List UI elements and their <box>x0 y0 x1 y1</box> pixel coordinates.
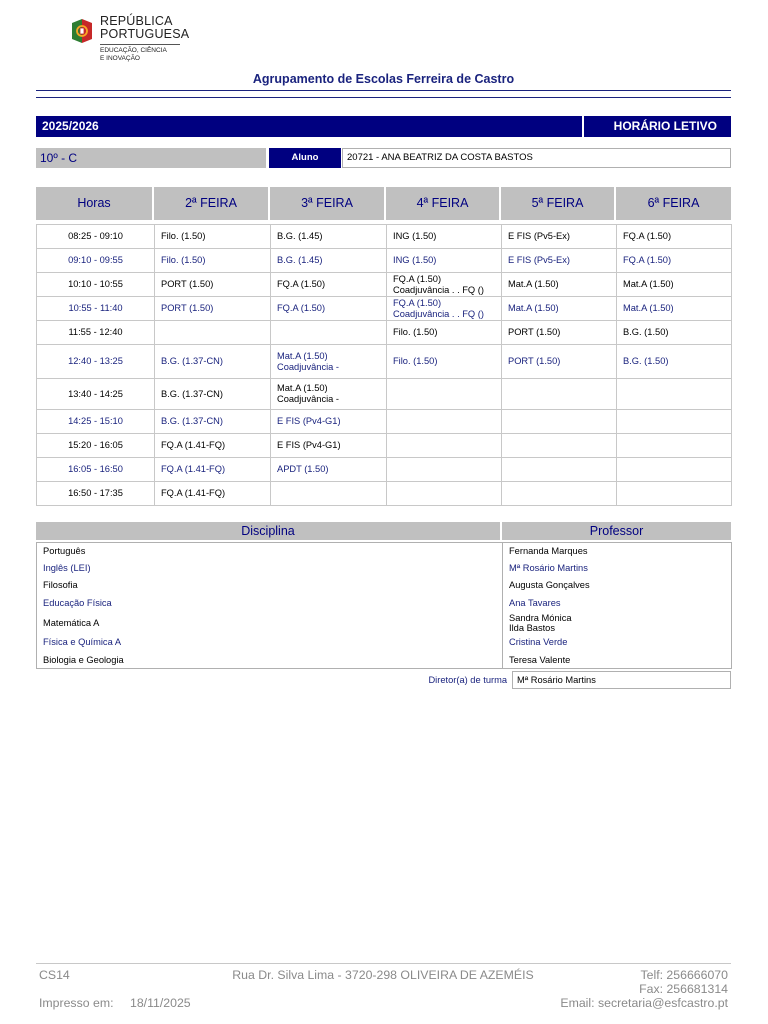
time-slot: 16:05 - 16:50 <box>37 458 155 482</box>
class-entry: B.G. (1.37-CN) <box>161 416 223 426</box>
schedule-cell <box>271 482 387 506</box>
schedule-row <box>37 458 732 482</box>
subject-name: Inglês (LEI) <box>43 562 91 573</box>
schedule-cell <box>271 249 387 273</box>
teacher-name: Sandra Mónica <box>509 612 572 623</box>
class-entry: FQ.A (1.50) <box>277 303 326 313</box>
schedule-row <box>37 482 732 506</box>
schedule-row <box>37 273 732 297</box>
schedule-cell <box>387 458 502 482</box>
logo-line-3: EDUCAÇÃO, CIÊNCIA <box>100 47 167 54</box>
schedule-cell <box>155 482 271 506</box>
schedule-cell <box>155 297 271 321</box>
class-entry: E FIS (Pv5-Ex) <box>508 231 570 241</box>
class-director-label: Diretor(a) de turma <box>428 675 507 685</box>
class-entry: B.G. (1.50) <box>623 356 669 366</box>
header-wednesday: 4ª FEIRA <box>386 187 499 220</box>
class-entry: Mat.A (1.50) <box>508 303 559 313</box>
teacher-cell <box>503 560 732 577</box>
schedule-cell <box>155 410 271 434</box>
teacher-name: Cristina Verde <box>509 637 568 648</box>
republic-logo <box>70 14 190 66</box>
portuguese-flag-icon <box>70 17 94 45</box>
class-entry: PORT (1.50) <box>161 279 214 289</box>
subject-name: Física e Química A <box>43 637 122 648</box>
footer-rule <box>36 963 731 964</box>
teacher-name: Ana Tavares <box>509 598 561 609</box>
subject-name: Educação Física <box>43 598 112 609</box>
class-entry: PORT (1.50) <box>508 327 561 337</box>
schedule-cell <box>271 410 387 434</box>
subject-name: Filosofia <box>43 580 78 591</box>
footer-fax: Fax: 256681314 <box>639 982 728 996</box>
teacher-name: Teresa Valente <box>509 654 571 665</box>
teacher-name: Mª Rosário Martins <box>509 562 588 573</box>
header-rule-top <box>36 90 731 91</box>
footer-email: Email: secretaria@esfcastro.pt <box>560 996 728 1010</box>
schedule-row <box>37 297 732 321</box>
time-slot: 11:55 - 12:40 <box>37 321 155 345</box>
logo-line-4: E INOVAÇÃO <box>100 55 140 62</box>
subject-row <box>37 652 732 669</box>
time-slot: 12:40 - 13:25 <box>37 345 155 379</box>
class-entry: FQ.A (1.41-FQ) <box>161 488 226 498</box>
logo-line-2: PORTUGUESA <box>100 27 190 41</box>
footer-printed-date: 18/11/2025 <box>130 996 191 1010</box>
schedule-cell <box>617 379 732 410</box>
class-entry: Mat.A (1.50) <box>277 383 328 393</box>
time-slot: 10:55 - 11:40 <box>37 297 155 321</box>
subjects-table <box>36 542 732 669</box>
time-slot: 10:10 - 10:55 <box>37 273 155 297</box>
class-entry: Coadjuvância . . FQ () <box>393 308 484 319</box>
subject-row <box>37 560 732 577</box>
class-entry: FQ.A (1.41-FQ) <box>161 440 226 450</box>
schedule-row <box>37 321 732 345</box>
class-entry: E FIS (Pv4-G1) <box>277 440 341 450</box>
class-entry: Coadjuvância - <box>277 361 340 372</box>
class-entry: B.G. (1.37-CN) <box>161 388 223 399</box>
schedule-cell <box>387 482 502 506</box>
schedule-cell <box>502 410 617 434</box>
class-director-value: Mª Rosário Martins <box>512 671 731 689</box>
subject-row <box>37 613 732 634</box>
header-tuesday: 3ª FEIRA <box>270 187 384 220</box>
time-slot: 14:25 - 15:10 <box>37 410 155 434</box>
class-entry: APDT (1.50) <box>277 464 329 474</box>
subject-header: Disciplina <box>36 522 500 540</box>
schedule-cell <box>155 249 271 273</box>
schedule-cell <box>502 379 617 410</box>
schedule-row <box>37 434 732 458</box>
footer-code: CS14 <box>39 968 70 982</box>
subject-name: Português <box>43 546 86 556</box>
header-thursday: 5ª FEIRA <box>501 187 614 220</box>
schedule-type-bar: HORÁRIO LETIVO <box>584 116 731 137</box>
class-entry: PORT (1.50) <box>508 356 561 366</box>
schedule-cell <box>387 225 502 249</box>
schedule-row <box>37 379 732 410</box>
schedule-cell <box>617 482 732 506</box>
class-entry: ING (1.50) <box>393 231 437 241</box>
header-rule-bottom <box>36 97 731 98</box>
header-friday: 6ª FEIRA <box>616 187 731 220</box>
schedule-cell <box>155 225 271 249</box>
class-entry: Filo. (1.50) <box>393 356 438 366</box>
schedule-cell <box>387 345 502 379</box>
schedule-cell <box>155 379 271 410</box>
class-name: 10º - C <box>36 148 266 168</box>
class-entry: FQ.A (1.50) <box>623 255 672 265</box>
class-entry: Filo. (1.50) <box>161 255 206 265</box>
class-entry: Filo. (1.50) <box>393 327 438 337</box>
time-slot: 13:40 - 14:25 <box>37 379 155 410</box>
schedule-cell <box>502 273 617 297</box>
schedule-cell <box>502 321 617 345</box>
class-entry: FQ.A (1.50) <box>393 273 442 284</box>
subject-name: Biologia e Geologia <box>43 654 124 665</box>
schedule-cell <box>271 225 387 249</box>
schedule-row <box>37 225 732 249</box>
teacher-name: Ilda Bastos <box>509 623 555 633</box>
schedule-cell <box>271 345 387 379</box>
student-label: Aluno <box>269 148 341 168</box>
teacher-name: Augusta Gonçalves <box>509 580 590 591</box>
class-entry: FQ.A (1.41-FQ) <box>161 464 226 474</box>
schedule-cell <box>502 482 617 506</box>
schedule-cell <box>617 345 732 379</box>
header-hours: Horas <box>36 187 152 220</box>
class-entry: B.G. (1.37-CN) <box>161 356 223 366</box>
class-entry: FQ.A (1.50) <box>277 279 326 289</box>
footer-printed-label: Impresso em: <box>39 996 114 1010</box>
time-slot: 08:25 - 09:10 <box>37 225 155 249</box>
schedule-cell <box>502 297 617 321</box>
teacher-cell <box>503 543 732 560</box>
class-entry: ING (1.50) <box>393 255 437 265</box>
class-entry: Coadjuvância - <box>277 394 340 404</box>
class-entry: E FIS (Pv5-Ex) <box>508 255 570 265</box>
schedule-cell <box>155 458 271 482</box>
schedule-row <box>37 410 732 434</box>
time-slot: 16:50 - 17:35 <box>37 482 155 506</box>
teacher-cell <box>503 613 732 634</box>
footer-phone: Telf: 256666070 <box>640 968 728 982</box>
schedule-cell <box>617 225 732 249</box>
class-entry: B.G. (1.45) <box>277 231 323 241</box>
schedule-cell <box>387 379 502 410</box>
subject-row <box>37 577 732 595</box>
class-entry: FQ.A (1.50) <box>393 297 442 308</box>
schedule-cell <box>271 297 387 321</box>
teacher-cell <box>503 595 732 613</box>
schedule-cell <box>617 273 732 297</box>
schedule-table <box>36 224 732 506</box>
student-value: 20721 - ANA BEATRIZ DA COSTA BASTOS <box>342 148 731 168</box>
subject-row <box>37 634 732 652</box>
schedule-cell <box>387 434 502 458</box>
subject-name: Matemática A <box>43 617 100 628</box>
class-entry: Coadjuvância . . FQ () <box>393 284 484 295</box>
header-monday: 2ª FEIRA <box>154 187 268 220</box>
schedule-cell <box>155 273 271 297</box>
teacher-cell <box>503 577 732 595</box>
schedule-cell <box>502 345 617 379</box>
schedule-cell <box>155 434 271 458</box>
class-entry: Mat.A (1.50) <box>277 350 328 361</box>
schedule-cell <box>155 345 271 379</box>
schedule-cell <box>271 321 387 345</box>
footer-address: Rua Dr. Silva Lima - 3720-298 OLIVEIRA DE AZEMÉIS <box>232 968 534 982</box>
schedule-cell <box>387 410 502 434</box>
time-slot: 15:20 - 16:05 <box>37 434 155 458</box>
teacher-header: Professor <box>502 522 731 540</box>
schedule-cell <box>271 458 387 482</box>
subject-row <box>37 543 732 560</box>
class-entry: E FIS (Pv4-G1) <box>277 416 341 426</box>
schedule-cell <box>617 297 732 321</box>
schedule-cell <box>502 225 617 249</box>
school-year-bar: 2025/2026 <box>36 116 582 137</box>
schedule-cell <box>617 410 732 434</box>
subject-row <box>37 595 732 613</box>
class-entry: Mat.A (1.50) <box>623 303 674 313</box>
teacher-cell <box>503 634 732 652</box>
class-entry: B.G. (1.50) <box>623 327 669 337</box>
class-entry: Mat.A (1.50) <box>623 279 674 289</box>
logo-line-1: REPÚBLICA <box>100 14 173 28</box>
class-entry: B.G. (1.45) <box>277 255 323 265</box>
schedule-cell <box>617 321 732 345</box>
schedule-cell <box>387 273 502 297</box>
schedule-cell <box>617 249 732 273</box>
schedule-cell <box>502 249 617 273</box>
schedule-row <box>37 345 732 379</box>
schedule-cell <box>387 321 502 345</box>
teacher-name: Fernanda Marques <box>509 546 588 556</box>
class-entry: PORT (1.50) <box>161 303 214 313</box>
schedule-cell <box>617 434 732 458</box>
schedule-row <box>37 249 732 273</box>
schedule-cell <box>502 434 617 458</box>
schedule-cell <box>271 434 387 458</box>
schedule-cell <box>502 458 617 482</box>
class-entry: Filo. (1.50) <box>161 231 206 241</box>
time-slot: 09:10 - 09:55 <box>37 249 155 273</box>
schedule-cell <box>271 379 387 410</box>
schedule-cell <box>617 458 732 482</box>
class-entry: Mat.A (1.50) <box>508 279 559 289</box>
class-entry: FQ.A (1.50) <box>623 231 672 241</box>
schedule-cell <box>155 321 271 345</box>
schedule-cell <box>387 249 502 273</box>
school-name: Agrupamento de Escolas Ferreira de Castro <box>252 72 515 86</box>
schedule-cell <box>387 297 502 321</box>
schedule-cell <box>271 273 387 297</box>
logo-divider <box>100 44 180 45</box>
teacher-cell <box>503 652 732 669</box>
